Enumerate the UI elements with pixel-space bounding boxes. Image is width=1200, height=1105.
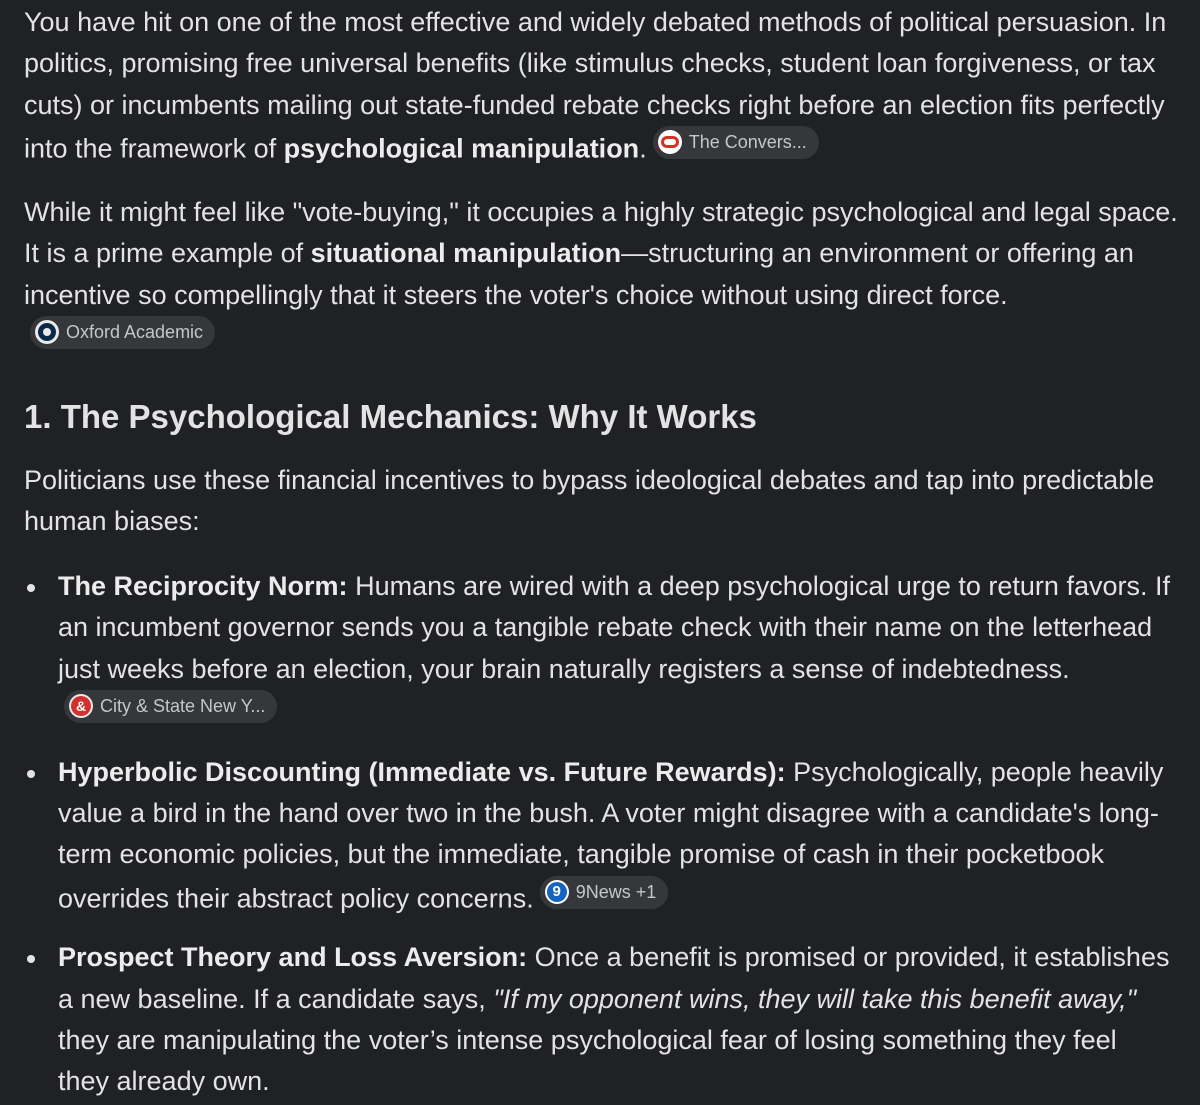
intro-paragraph-1 (24, 2, 1184, 170)
list-item-text: they are manipulating the voter’s intense psychological fear of losing something they feel they already own. (58, 1024, 1117, 1097)
intro-p2-end: —structuring an environment or offering an incentive so compellingly that it steers the voter's choice without using direct force. (24, 238, 1134, 310)
list-item-title: The Reciprocity Norm: (58, 571, 348, 601)
list-item-title: Hyperbolic Discounting (Immediate vs. Future Rewards): (58, 756, 786, 787)
oxford-academic-icon (35, 320, 59, 344)
source-chip-city-and-state[interactable] (64, 690, 277, 723)
bias-list (24, 566, 1174, 1105)
list-item-text: Humans are wired with a deep psychological urge to return favors. If an incumbent governor sends you a tangible rebate check with their name on the letterhead just weeks before an election, your brain naturally registers a sense of indebtedness. (58, 571, 1170, 684)
intro-p2-bold: situational manipulation (310, 238, 622, 269)
list-item (24, 566, 1174, 734)
bullet-dot (27, 770, 35, 778)
source-chip-label: 9News +1 (575, 881, 657, 902)
source-chip-label: City & State New Y... (100, 695, 266, 716)
source-chip-label: Oxford Academic (66, 321, 204, 342)
bullet-dot (27, 584, 35, 592)
source-chip-label: The Convers... (688, 131, 807, 152)
9news-icon (545, 880, 569, 904)
list-item (24, 937, 1174, 1102)
intro-p1-text: You have hit on one of the most effective and widely debated methods of political persuasion. In politics, promising free universal benefits (like stimulus checks, student loan forgiveness, or tax cuts) or incumbents mailing out state-funded rebate checks right before an election fits perfectly into the framework of (24, 7, 1167, 164)
list-item-quote: "If my opponent wins, they will take this benefit away," (493, 983, 1137, 1014)
list-item-text: Psychologically, people heavily value a bird in the hand over two in the bush. A voter might disagree with a candidate's long-term economic policies, but the immediate, tangible promise of cash in their pocketbook overrides their abstract policy concerns. (58, 756, 1164, 914)
city-and-state-icon (69, 694, 93, 718)
list-item (24, 752, 1174, 920)
list-item-text: Once a benefit is promised or provided, it establishes a new baseline. If a candidate says, (58, 942, 1170, 1014)
intro-p1-bold: psychological manipulation (283, 133, 640, 164)
section-intro: Politicians use these financial incentives to bypass ideological debates and tap into predictable human biases: (24, 465, 1155, 537)
source-chip-the-conversation[interactable] (653, 126, 819, 159)
source-chip-9news[interactable] (540, 876, 669, 909)
the-conversation-icon (658, 130, 682, 154)
bullet-dot (27, 955, 35, 963)
intro-p2-text: While it might feel like "vote-buying," it occupies a highly strategic psychological and legal space. It is a prime example of (24, 197, 1178, 269)
source-chip-oxford-academic[interactable] (30, 316, 215, 349)
section-heading: 1. The Psychological Mechanics: Why It Works (24, 398, 757, 435)
intro-paragraph-2 (24, 192, 1184, 360)
intro-p1-end: . (639, 133, 647, 164)
list-item-title: Prospect Theory and Loss Aversion: (58, 942, 528, 973)
